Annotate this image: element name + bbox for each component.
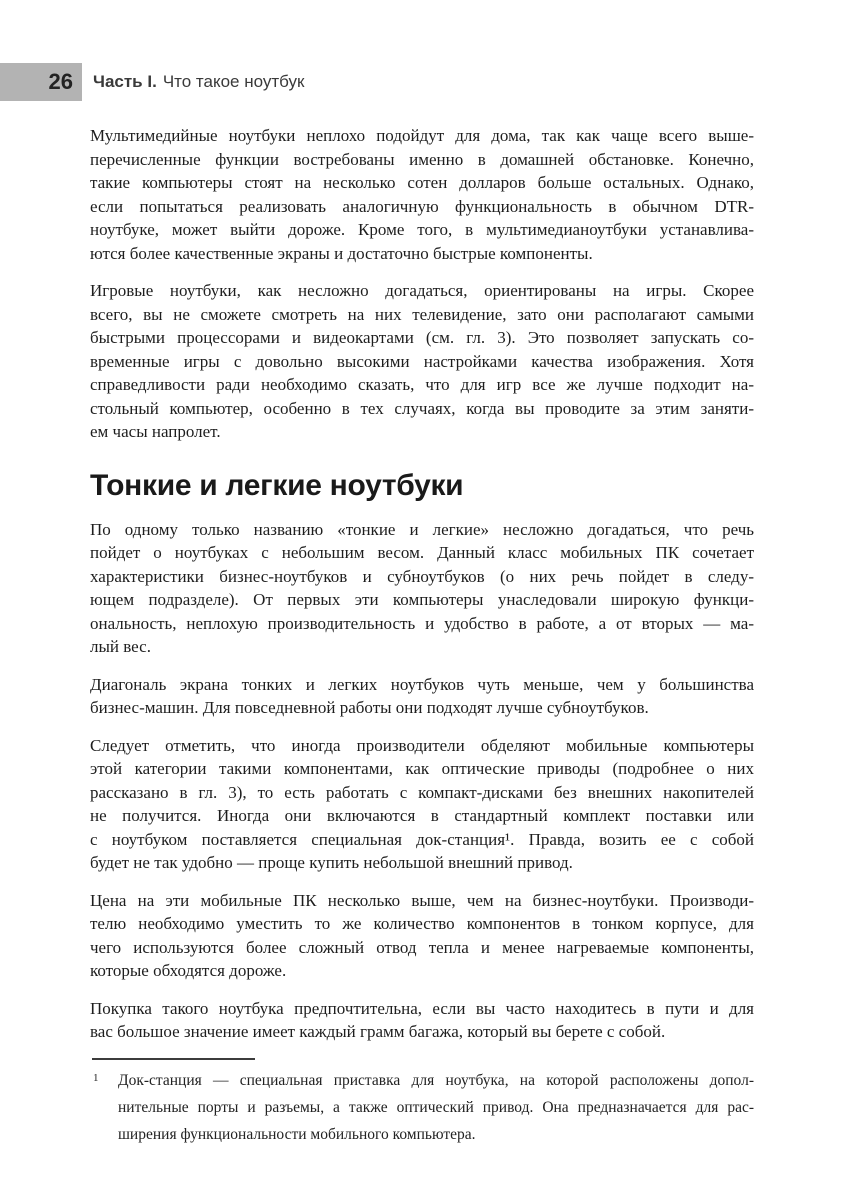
text-line: лый вес. bbox=[90, 637, 151, 656]
text-line: справедливости ради необходимо сказать, что для игр все же лучше подходит на- bbox=[90, 375, 754, 394]
text-line: ются более качественные экраны и достаточно быстрые компоненты. bbox=[90, 243, 593, 263]
text-line: рассказано в гл. 3), то есть работать с компакт-дисками без внешних накопителей bbox=[90, 782, 754, 802]
text-line: пойдет о ноутбуках с небольшим весом. Данный класс мобильных ПК сочетает bbox=[90, 543, 754, 562]
text-line: перечисленные функции востребованы именно в домашней обстановке. Конечно, bbox=[90, 149, 754, 169]
text-line: быстрыми процессорами и видеокартами (см. гл. 3). Это позволяет запускать со- bbox=[90, 328, 754, 347]
text-line: Цена на эти мобильные ПК несколько выше, чем на бизнес-ноутбуки. Производи- bbox=[90, 890, 754, 910]
text-line: с ноутбуком поставляется специальная док-станция¹. Правда, возить ее с собой bbox=[90, 829, 754, 849]
footnote-body bbox=[90, 1067, 754, 1148]
text-line: Док-станция — специальная приставка для ноутбука, на которой расположены допол- bbox=[118, 1071, 754, 1089]
paragraph bbox=[90, 124, 754, 265]
section-heading: Тонкие и легкие ноутбуки bbox=[90, 468, 464, 502]
text-line: временные игры с довольно высокими настройками качества изображения. Хотя bbox=[90, 351, 754, 371]
paragraph bbox=[90, 734, 754, 875]
footnote bbox=[90, 1058, 754, 1148]
text-line: которые обходятся дороже. bbox=[90, 961, 287, 980]
paragraph bbox=[90, 673, 754, 720]
page-number: 26 bbox=[48, 69, 73, 94]
text-line: характеристики бизнес-ноутбуков и субноутбуков (о них речь пойдет в следу- bbox=[90, 566, 754, 586]
page-body bbox=[90, 124, 754, 1148]
paragraph bbox=[90, 889, 754, 983]
text-line: Покупка такого ноутбука предпочтительна, если вы часто находитесь в пути и для bbox=[90, 998, 754, 1018]
text-line: стольный компьютер, особенно в тех случаях, когда вы проводите за этим заняти- bbox=[90, 398, 754, 418]
text-line: чего используются более сложный отвод тепла и менее нагреваемые компоненты, bbox=[90, 937, 754, 957]
footnote-text bbox=[118, 1067, 754, 1148]
paragraph bbox=[90, 279, 754, 444]
text-line: этой категории такими компонентами, как оптические приводы (подробнее о них bbox=[90, 759, 754, 778]
text-line: Следует отметить, что иногда производители обделяют мобильные компьютеры bbox=[90, 735, 754, 755]
text-line: будет не так удобно — проще купить небольшой внешний привод. bbox=[90, 853, 573, 872]
part-label: Часть I. bbox=[93, 72, 157, 91]
text-line: Мультимедийные ноутбуки неплохо подойдут для дома, так как чаще всего выше- bbox=[90, 126, 754, 145]
text-line: такие компьютеры стоят на несколько сотен долларов больше остальных. Однако, bbox=[90, 173, 754, 192]
footnote-marker: 1 bbox=[93, 1071, 99, 1084]
footnote-divider bbox=[92, 1058, 255, 1060]
text-line: ональность, неплохую производительность и удобство в работе, а от вторых — ма- bbox=[90, 613, 754, 633]
text-line: нительные порты и разъемы, а также оптический привод. Она предназначается для рас- bbox=[118, 1098, 754, 1116]
part-title: Что такое ноутбук bbox=[162, 72, 305, 91]
text-line: Диагональ экрана тонких и легких ноутбуков чуть меньше, чем у большинства bbox=[90, 674, 754, 694]
running-head bbox=[93, 63, 304, 101]
page-header bbox=[0, 63, 841, 101]
text-line: вас большое значение имеет каждый грамм багажа, который вы берете с собой. bbox=[90, 1022, 666, 1041]
text-line: По одному только названию «тонкие и легкие» несложно догадаться, что речь bbox=[90, 519, 754, 539]
text-line: ющем подразделе). От первых эти компьютеры унаследовали широкую функци- bbox=[90, 590, 754, 609]
text-line: всего, вы не сможете смотреть на них телевидение, зато они располагают самыми bbox=[90, 304, 754, 324]
text-line: ноутбуке, может выйти дороже. Кроме того, в мультимедианоутбуки устанавлива- bbox=[90, 220, 754, 239]
text-line: не получится. Иногда они включаются в стандартный комплект поставки или bbox=[90, 806, 754, 825]
text-line: ширения функциональности мобильного компьютера. bbox=[118, 1125, 476, 1143]
text-line: телю необходимо уместить то же количество компонентов в тонком корпусе, для bbox=[90, 914, 754, 933]
text-line: ем часы напролет. bbox=[90, 422, 221, 441]
paragraph bbox=[90, 997, 754, 1044]
text-line: Игровые ноутбуки, как несложно догадаться, ориентированы на игры. Скорее bbox=[90, 281, 754, 300]
text-line: бизнес-машин. Для повседневной работы они подходят лучше субноутбуков. bbox=[90, 698, 649, 717]
page-number-bar bbox=[0, 63, 82, 101]
text-line: если попытаться реализовать аналогичную функциональность в обычном DTR- bbox=[90, 196, 754, 216]
paragraph bbox=[90, 518, 754, 659]
